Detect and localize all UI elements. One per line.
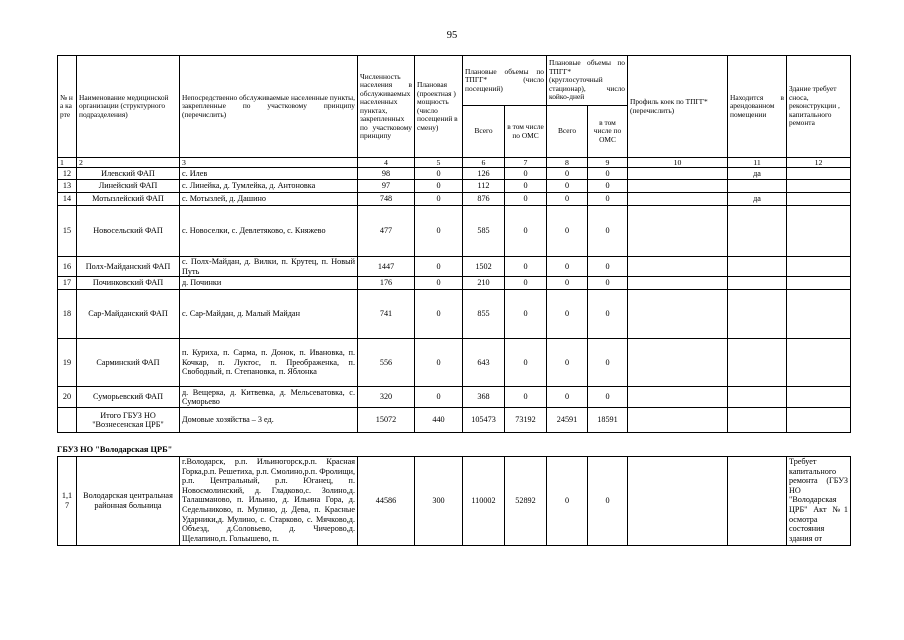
org-name-cell: Суморьевский ФАП — [77, 387, 180, 408]
column-number: 8 — [547, 158, 588, 168]
header-visits-total: Всего — [463, 106, 505, 158]
visits-total-cell: 126 — [463, 168, 505, 180]
bed-profile-cell — [628, 277, 728, 290]
building-status-cell — [787, 457, 851, 546]
settlements-cell: д. Починки — [180, 277, 358, 290]
total-beddays-total: 24591 — [547, 408, 588, 433]
population-cell: 98 — [358, 168, 415, 180]
visits-total-cell: 585 — [463, 206, 505, 257]
beddays-oms-cell: 0 — [588, 257, 628, 277]
visits-oms-cell: 0 — [505, 168, 547, 180]
capacity-cell: 0 — [415, 277, 463, 290]
column-number: 5 — [415, 158, 463, 168]
table-row — [58, 387, 851, 408]
header-settlements: Непосредственно обслуживаемые населенные пункты, закрепленные по участковому принципу (перечислить) — [180, 56, 358, 158]
org-name-cell: Сар-Майданский ФАП — [77, 290, 180, 339]
settlements-cell: с. Сар-Майдан, д. Малый Майдан — [180, 290, 358, 339]
beddays-oms-cell: 0 — [588, 339, 628, 387]
capacity-cell: 0 — [415, 387, 463, 408]
map-number-cell: 14 — [58, 193, 77, 206]
rented-cell — [728, 290, 787, 339]
total-settlements: Домовые хозяйства – 3 ед. — [180, 408, 358, 433]
total-capacity: 440 — [415, 408, 463, 433]
map-number-cell: 17 — [58, 277, 77, 290]
column-number: 4 — [358, 158, 415, 168]
beddays-total-cell: 0 — [547, 387, 588, 408]
population-cell: 1447 — [358, 257, 415, 277]
beddays-total-cell: 0 — [547, 180, 588, 193]
building-status-cell — [787, 387, 851, 408]
beddays-total-cell: 0 — [547, 193, 588, 206]
org-name-cell: Илевский ФАП — [77, 168, 180, 180]
beddays-oms-cell: 0 — [588, 290, 628, 339]
visits-total-cell: 110002 — [463, 457, 505, 546]
total-visits-total: 105473 — [463, 408, 505, 433]
rented-cell — [728, 277, 787, 290]
beddays-oms-cell: 0 — [588, 193, 628, 206]
population-cell: 741 — [358, 290, 415, 339]
population-cell: 44586 — [358, 457, 415, 546]
table-row — [58, 457, 851, 546]
settlements-cell: с. Новоселки, с. Девлетяково, с. Княжево — [180, 206, 358, 257]
population-cell: 320 — [358, 387, 415, 408]
table-row — [58, 290, 851, 339]
capacity-cell: 0 — [415, 168, 463, 180]
beddays-total-cell: 0 — [547, 168, 588, 180]
beddays-oms-cell: 0 — [588, 457, 628, 546]
rented-cell — [728, 206, 787, 257]
section-title: ГБУЗ НО "Володарская ЦРБ" — [57, 445, 173, 454]
column-number: 2 — [77, 158, 180, 168]
visits-total-cell: 210 — [463, 277, 505, 290]
table-row — [58, 257, 851, 277]
column-number: 7 — [505, 158, 547, 168]
map-number-cell: 18 — [58, 290, 77, 339]
beddays-oms-cell: 0 — [588, 168, 628, 180]
settlements-cell: с. Линейка, д. Тумлейка, д. Антоновка — [180, 180, 358, 193]
beddays-total-cell: 0 — [547, 206, 588, 257]
map-number-cell: 1,17 — [58, 457, 77, 546]
rented-cell — [728, 180, 787, 193]
bed-profile-cell — [628, 457, 728, 546]
capacity-cell: 0 — [415, 193, 463, 206]
map-number-cell — [58, 408, 77, 433]
visits-oms-cell: 0 — [505, 290, 547, 339]
header-visits-group: Плановые объемы по ТПГГ* (число посещений) — [463, 56, 547, 106]
settlements-cell: д. Вещерка, д. Китвевка, д. Мельсеватовка, с. Суморьево — [180, 387, 358, 408]
capacity-cell: 0 — [415, 206, 463, 257]
population-cell: 97 — [358, 180, 415, 193]
rented-cell — [728, 387, 787, 408]
beddays-total-cell: 0 — [547, 257, 588, 277]
volodarsk-table — [57, 456, 851, 546]
header-row — [58, 56, 851, 106]
column-number: 10 — [628, 158, 728, 168]
total-row — [58, 408, 851, 433]
header-rented: Находится в арендованном помещении — [728, 56, 787, 158]
building-status-cell — [787, 206, 851, 257]
bed-profile-cell — [628, 408, 728, 433]
building-status-cell — [787, 180, 851, 193]
capacity-cell: 0 — [415, 290, 463, 339]
capacity-cell: 0 — [415, 339, 463, 387]
settlements-cell: с. Полх-Майдан, д. Вилки, п. Крутец, п. Новый Путь — [180, 257, 358, 277]
visits-oms-cell: 52892 — [505, 457, 547, 546]
org-name-cell: Починковский ФАП — [77, 277, 180, 290]
header-building-status: Здание требует сноса, реконструкции , капитального ремонта — [787, 56, 851, 158]
beddays-total-cell: 0 — [547, 290, 588, 339]
rented-cell: да — [728, 193, 787, 206]
bed-profile-cell — [628, 168, 728, 180]
map-number-cell: 12 — [58, 168, 77, 180]
rented-cell — [728, 408, 787, 433]
total-visits-oms: 73192 — [505, 408, 547, 433]
map-number-cell: 13 — [58, 180, 77, 193]
capacity-cell: 0 — [415, 180, 463, 193]
org-name-cell: Володарская центральная районная больница — [77, 457, 180, 546]
rented-cell — [728, 457, 787, 546]
visits-oms-cell: 0 — [505, 193, 547, 206]
header-org-name: Наименование медицинской организации (структурного подразделения) — [77, 56, 180, 158]
capacity-cell: 300 — [415, 457, 463, 546]
building-status-text: Требует капитального ремонта (ГБУЗ НО "Володарская ЦРБ" Акт №1 осмотра состояния здания от — [789, 457, 848, 543]
rented-cell — [728, 339, 787, 387]
building-status-cell — [787, 339, 851, 387]
beddays-total-cell: 0 — [547, 457, 588, 546]
table-row — [58, 180, 851, 193]
visits-total-cell: 876 — [463, 193, 505, 206]
header-visits-oms: в том числе по ОМС — [505, 106, 547, 158]
population-cell: 477 — [358, 206, 415, 257]
capacity-cell: 0 — [415, 257, 463, 277]
rented-cell — [728, 257, 787, 277]
visits-oms-cell: 0 — [505, 206, 547, 257]
header-bed-profile: Профиль коек по ТПГГ* (перечислить) — [628, 56, 728, 158]
visits-total-cell: 1502 — [463, 257, 505, 277]
total-population: 15072 — [358, 408, 415, 433]
building-status-cell — [787, 290, 851, 339]
table-row — [58, 193, 851, 206]
building-status-cell — [787, 257, 851, 277]
visits-oms-cell: 0 — [505, 277, 547, 290]
building-status-cell — [787, 277, 851, 290]
visits-total-cell: 855 — [463, 290, 505, 339]
beddays-oms-cell: 0 — [588, 180, 628, 193]
column-number: 12 — [787, 158, 851, 168]
map-number-cell: 19 — [58, 339, 77, 387]
header-beddays-total: Всего — [547, 106, 588, 158]
table-row — [58, 277, 851, 290]
bed-profile-cell — [628, 180, 728, 193]
header-population: Численность населения в обслуживаемых населенных пунктах, закрепленных по участковому принципу — [358, 56, 415, 158]
header-map-number: № на карте — [58, 56, 77, 158]
column-number: 6 — [463, 158, 505, 168]
table-row — [58, 168, 851, 180]
bed-profile-cell — [628, 339, 728, 387]
building-status-cell — [787, 193, 851, 206]
visits-total-cell: 368 — [463, 387, 505, 408]
header-beddays-oms: в том числе по ОМС — [588, 106, 628, 158]
settlements-cell: с. Илев — [180, 168, 358, 180]
visits-total-cell: 112 — [463, 180, 505, 193]
column-number: 11 — [728, 158, 787, 168]
org-name-cell: Сарминский ФАП — [77, 339, 180, 387]
population-cell: 176 — [358, 277, 415, 290]
org-name-cell: Полх-Майданский ФАП — [77, 257, 180, 277]
header-capacity: Плановая (проектная ) мощность (число посещений в смену) — [415, 56, 463, 158]
total-beddays-oms: 18591 — [588, 408, 628, 433]
settlements-cell — [180, 457, 358, 546]
visits-oms-cell: 0 — [505, 339, 547, 387]
beddays-oms-cell: 0 — [588, 277, 628, 290]
org-name-cell: Линейский ФАП — [77, 180, 180, 193]
building-status-cell — [787, 168, 851, 180]
column-number: 1 — [58, 158, 77, 168]
building-status-cell — [787, 408, 851, 433]
org-name-cell: Мотызлейский ФАП — [77, 193, 180, 206]
total-label: Итого ГБУЗ НО "Вознесенская ЦРБ" — [77, 408, 180, 433]
page-number: 95 — [446, 30, 458, 41]
bed-profile-cell — [628, 193, 728, 206]
beddays-total-cell: 0 — [547, 277, 588, 290]
settlements-text: г.Володарск, р.п. Ильиногорск,р.п. Красная Горка,р.п. Решетиха, р.п. Смолино,р.п. Фролищи, р.п. Центральный, р.п. Юганец, п. Новосмолинский, д. Гладково,с. Золино,д. Талашманово, п. Ильино, д. Ильина Гора, д. Седельниково, п. Мулино, д. Дева, п. Красные Ударники,д. Мулино, с. Старково, с. Мячково,д. Объезд, д.Соловьево, д. Чичерово,д. Щелапино,п. Гольышево, п. — [182, 457, 355, 543]
settlements-cell: с. Мотызлей, д. Дашино — [180, 193, 358, 206]
population-cell: 556 — [358, 339, 415, 387]
table-row — [58, 339, 851, 387]
beddays-oms-cell: 0 — [588, 387, 628, 408]
rented-cell: да — [728, 168, 787, 180]
bed-profile-cell — [628, 290, 728, 339]
visits-oms-cell: 0 — [505, 257, 547, 277]
map-number-cell: 16 — [58, 257, 77, 277]
table-row — [58, 206, 851, 257]
beddays-total-cell: 0 — [547, 339, 588, 387]
visits-oms-cell: 0 — [505, 180, 547, 193]
beddays-oms-cell: 0 — [588, 206, 628, 257]
facilities-table — [57, 55, 851, 433]
settlements-cell: п. Куриха, п. Сарма, п. Донок, п. Ивановка, п. Кочкар, п. Луктос, п. Преображенка, п. Свободный, п. Степановка, п. Яблонка — [180, 339, 358, 387]
bed-profile-cell — [628, 257, 728, 277]
visits-total-cell: 643 — [463, 339, 505, 387]
bed-profile-cell — [628, 206, 728, 257]
org-name-cell: Новосельский ФАП — [77, 206, 180, 257]
bed-profile-cell — [628, 387, 728, 408]
column-number: 9 — [588, 158, 628, 168]
map-number-cell: 15 — [58, 206, 77, 257]
column-number: 3 — [180, 158, 358, 168]
visits-oms-cell: 0 — [505, 387, 547, 408]
column-number-row — [58, 158, 851, 168]
header-beddays-group: Плановые объемы по ТПГГ* (круглосуточный стационар), число койко-дней — [547, 56, 628, 106]
map-number-cell: 20 — [58, 387, 77, 408]
population-cell: 748 — [358, 193, 415, 206]
